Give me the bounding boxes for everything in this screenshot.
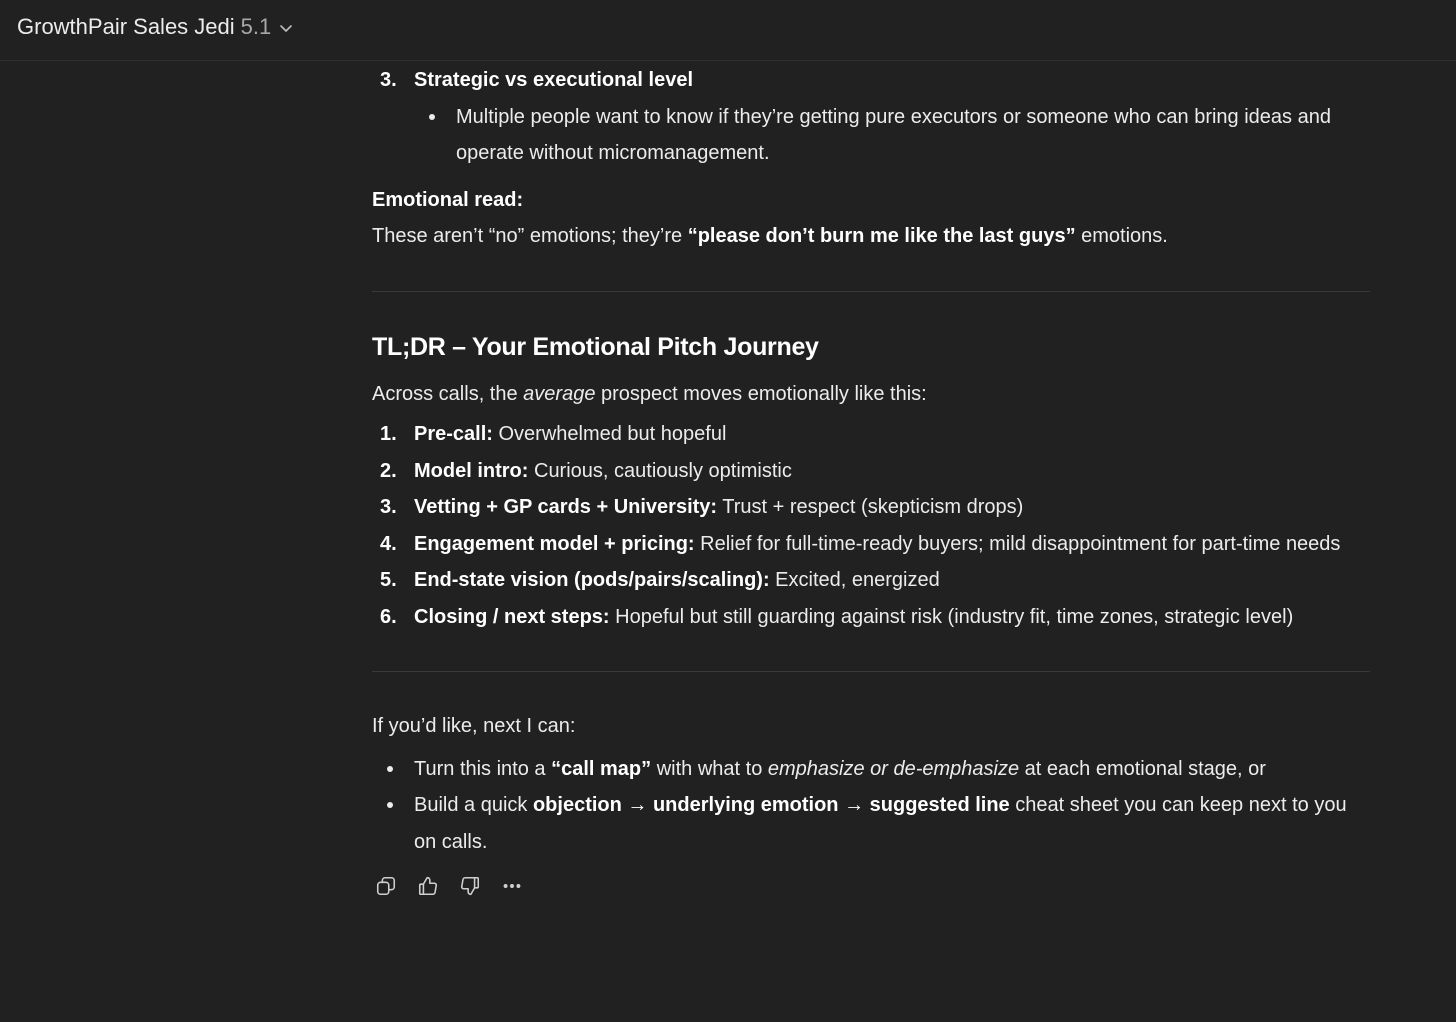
bullet-dot	[429, 114, 435, 120]
assistant-message	[372, 62, 1370, 898]
emotional-read-label: Emotional read:	[372, 188, 524, 211]
step-text: Relief for full-time-ready buyers; mild disappointment for part-time needs	[694, 532, 1341, 555]
chevron-down-icon	[279, 21, 293, 35]
list-item	[414, 99, 1370, 172]
list-item	[372, 62, 1370, 172]
sub-list	[414, 99, 1370, 172]
thumbs-up-button[interactable]	[416, 874, 440, 898]
step-label: Pre-call:	[414, 423, 493, 445]
list-number: 2.	[380, 459, 397, 482]
previous-numbered-list	[372, 62, 1370, 172]
list-number: 3.	[380, 69, 397, 91]
list-item-title: Strategic vs executional level	[414, 69, 694, 91]
copy-icon	[375, 875, 397, 897]
copy-button[interactable]	[374, 874, 398, 898]
top-bar	[0, 0, 1456, 61]
list-number: 3.	[380, 496, 397, 518]
next-options-list	[372, 751, 1370, 861]
thumbs-up-icon	[417, 875, 439, 897]
model-name: GrowthPair Sales Jedi	[17, 14, 235, 39]
model-switcher[interactable]	[17, 14, 293, 40]
list-number: 6.	[380, 605, 397, 628]
more-icon	[501, 875, 523, 897]
thumbs-down-button[interactable]	[458, 874, 482, 898]
list-item: Build a quick objection → underlying emotion → suggested line cheat sheet you can keep next to you on calls.	[372, 787, 1370, 860]
emotional-read-text: These aren’t “no” emotions; they’re “please don’t burn me like the last guys” emotions.	[372, 225, 1168, 247]
list-item	[372, 453, 1370, 490]
step-label: End-state vision (pods/pairs/scaling):	[414, 569, 770, 591]
journey-list	[372, 416, 1370, 635]
bullet-dot	[387, 766, 393, 772]
step-label: Model intro:	[414, 459, 529, 482]
list-number: 4.	[380, 532, 397, 555]
list-item: Turn this into a “call map” with what to emphasize or de-emphasize at each emotional stage, or	[372, 751, 1370, 788]
list-item-text: Multiple people want to know if they’re getting pure executors or someone who can bring ideas and operate without micromanagement.	[456, 105, 1331, 164]
step-text: Curious, cautiously optimistic	[528, 459, 792, 482]
list-item	[372, 416, 1370, 453]
step-label: Closing / next steps:	[414, 605, 610, 628]
section-heading: TL;DR – Your Emotional Pitch Journey	[372, 332, 819, 361]
more-button[interactable]	[500, 874, 524, 898]
next-intro: If you’d like, next I can:	[372, 715, 576, 737]
list-item	[372, 599, 1370, 636]
step-text: Trust + respect (skepticism drops)	[717, 496, 1024, 518]
model-version: 5.1	[240, 14, 272, 39]
list-item	[372, 562, 1370, 599]
step-text: Excited, energized	[769, 569, 940, 591]
list-item	[372, 526, 1370, 563]
list-number: 5.	[380, 569, 397, 591]
tldr-intro: Across calls, the average prospect moves emotionally like this:	[372, 382, 927, 405]
step-label: Engagement model + pricing:	[414, 532, 695, 555]
message-actions	[374, 874, 1370, 898]
list-number: 1.	[380, 423, 397, 445]
step-label: Vetting + GP cards + University:	[414, 496, 718, 518]
bullet-dot	[387, 802, 393, 808]
list-item	[372, 489, 1370, 526]
step-text: Hopeful but still guarding against risk (industry fit, time zones, strategic level)	[609, 605, 1294, 628]
thumbs-down-icon	[459, 875, 481, 897]
step-text: Overwhelmed but hopeful	[492, 423, 727, 445]
